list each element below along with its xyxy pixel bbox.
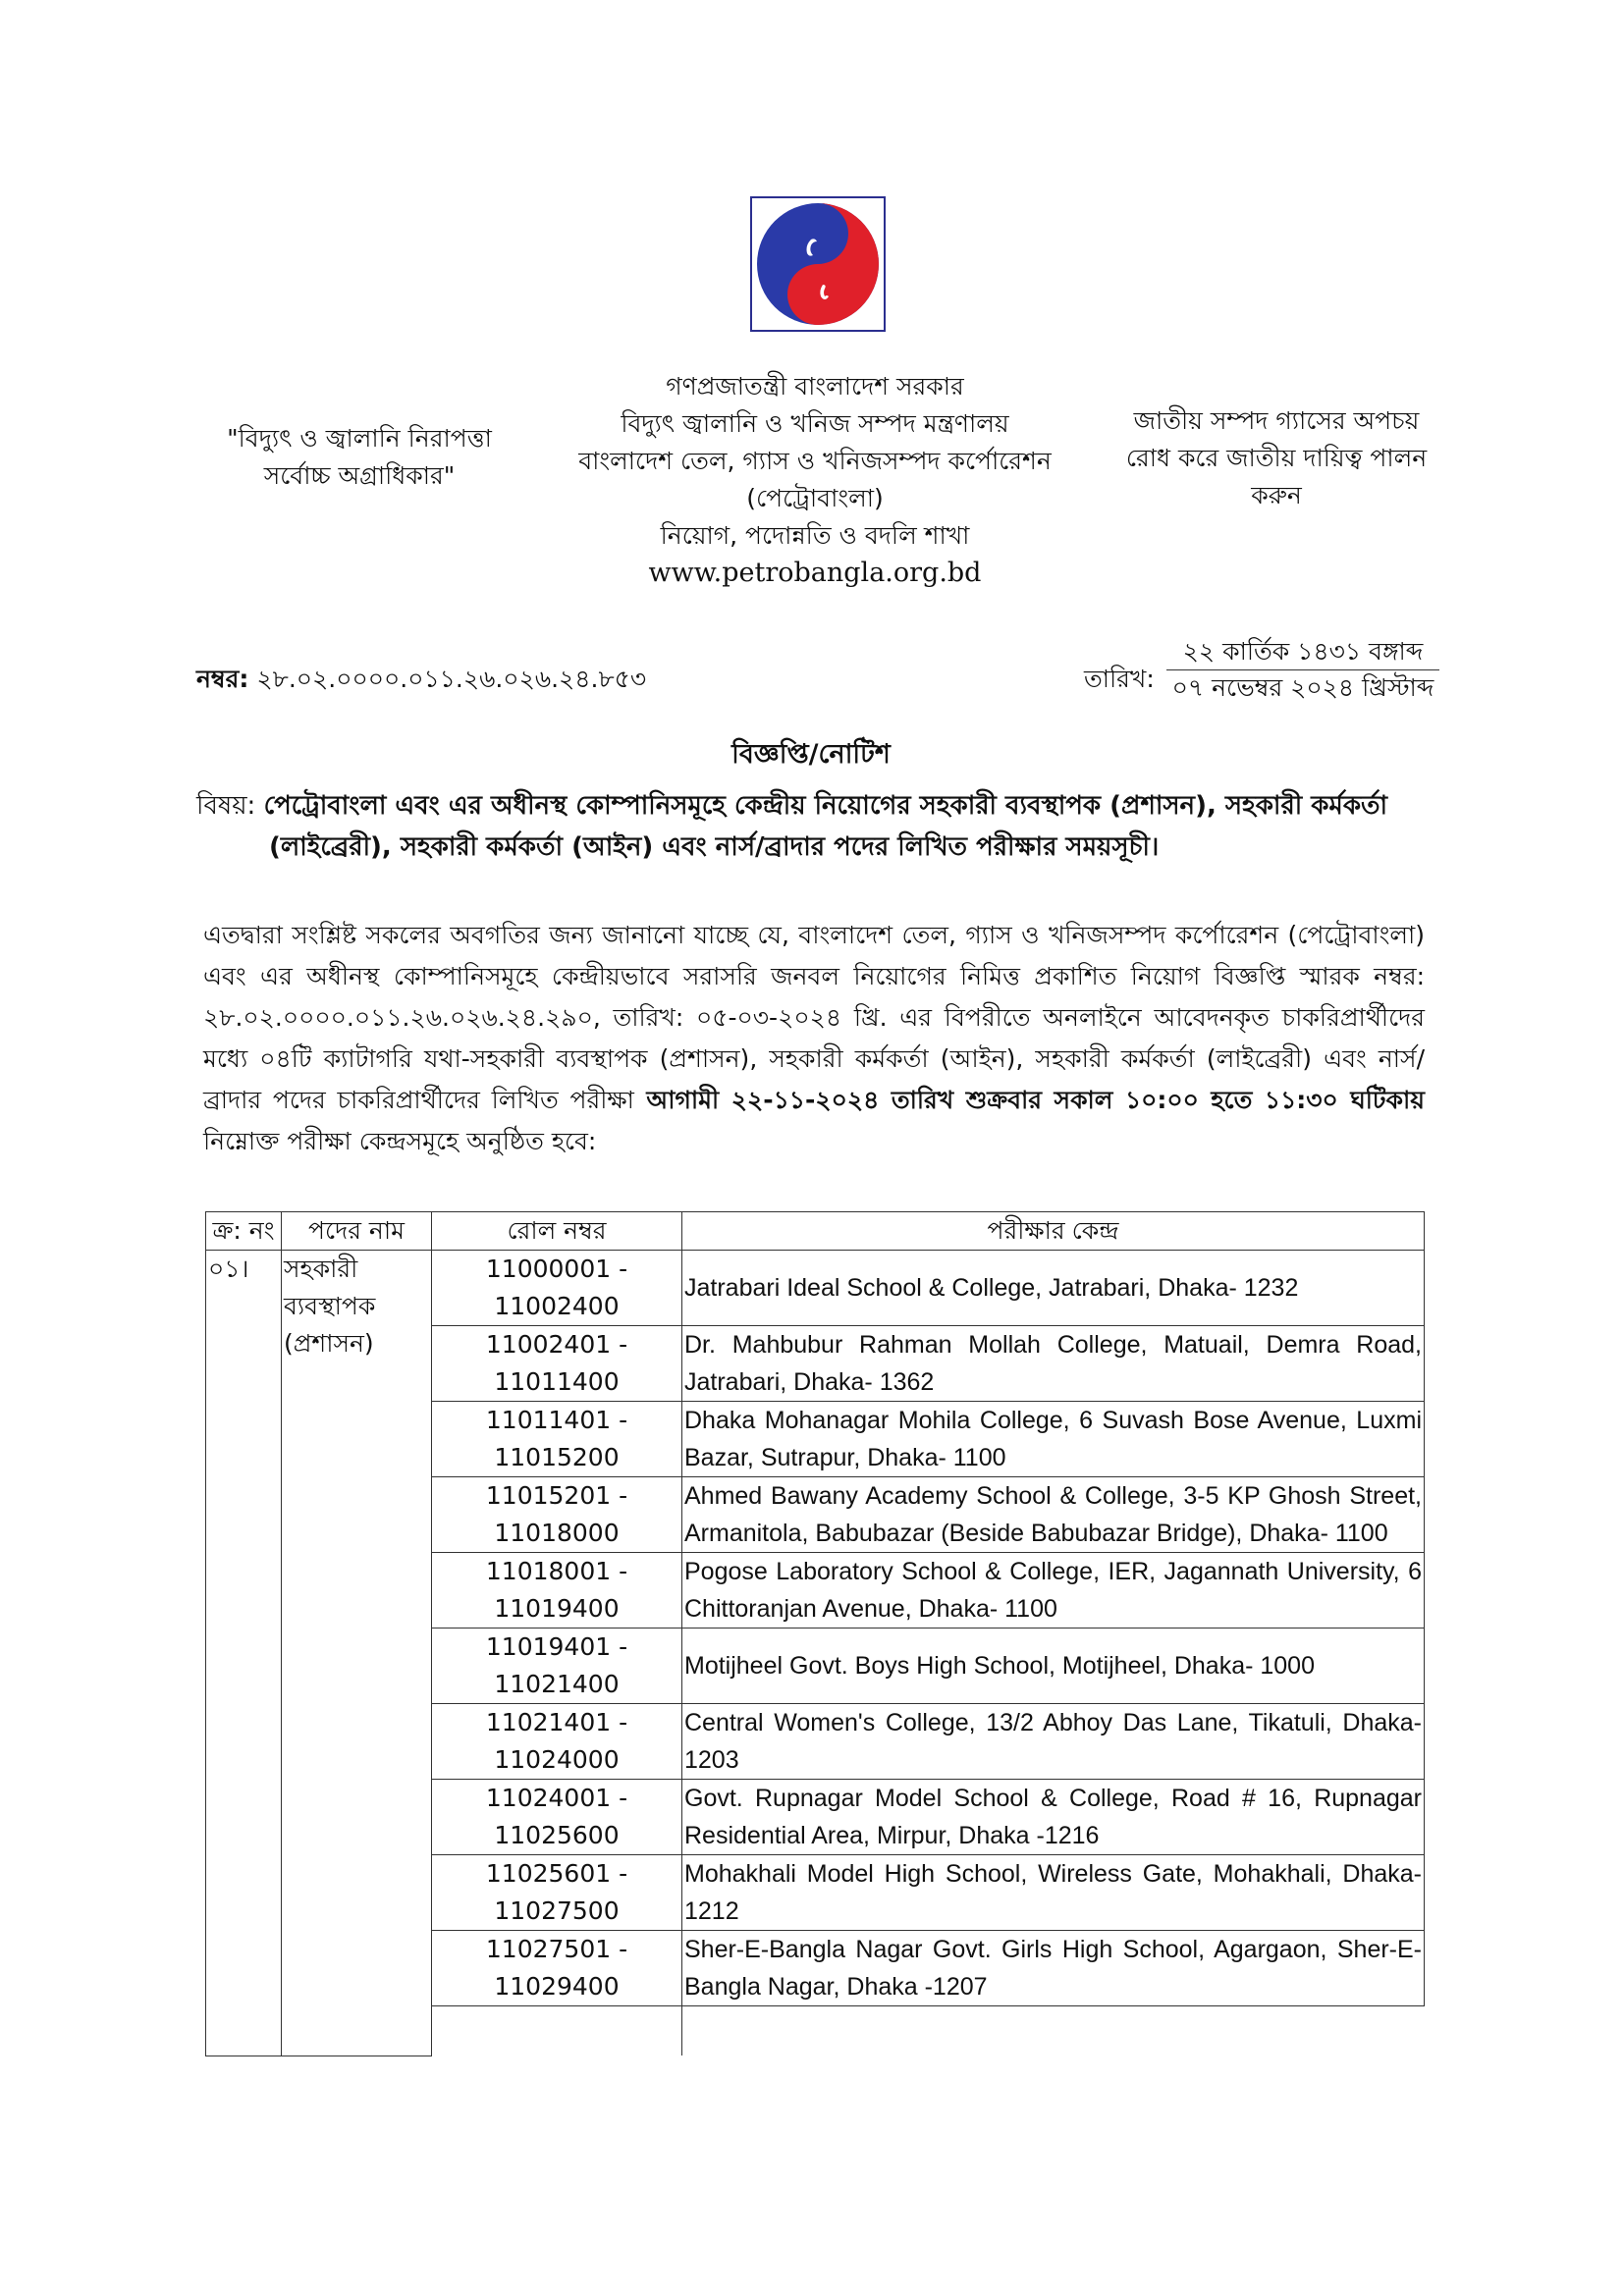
roll-from: 11024001 -: [485, 1784, 628, 1812]
roll-cell: [432, 1704, 682, 1780]
subject-line-1: পেট্রোবাংলা এবং এর অধীনস্থ কোম্পানিসমূহে কেন্দ্রীয় নিয়োগের সহকারী ব্যবস্থাপক (প্রশাসন), সহকারী কর্মকর্তা: [263, 791, 1388, 821]
exam-centre-table: [205, 1211, 1425, 2056]
slogan-left-line: "বিদ্যুৎ ও জ্বালানি নিরাপত্তা: [227, 424, 492, 453]
memo-number-label: নম্বর:: [196, 665, 249, 693]
government-name: গণপ্রজাতন্ত্রী বাংলাদেশ সরকার: [666, 372, 964, 400]
subject: [196, 785, 1434, 868]
centre-cell: Motijheel Govt. Boys High School, Motijheel, Dhaka- 1000: [682, 1629, 1425, 1704]
subject-label: বিষয়:: [196, 791, 256, 821]
header-serial: ক্র: নং: [206, 1212, 282, 1251]
header-centre: পরীক্ষার কেন্দ্র: [682, 1212, 1425, 1251]
notice-heading: বিজ্ঞপ্তি/নোটিশ: [731, 739, 891, 770]
roll-to: 11018000: [494, 1519, 620, 1547]
website-link[interactable]: www.petrobangla.org.bd: [648, 558, 982, 588]
roll-cell: [432, 1326, 682, 1402]
header-post: পদের নাম: [282, 1212, 432, 1251]
date-block: [1166, 634, 1439, 706]
slogan-left: [192, 420, 526, 495]
header-roll: রোল নম্বর: [432, 1212, 682, 1251]
roll-to: 11027500: [494, 1896, 620, 1925]
centre-cell-empty: [682, 2006, 1425, 2056]
roll-from: 11019401 -: [485, 1632, 628, 1661]
roll-cell: [432, 1477, 682, 1553]
notice-body-text: এতদ্বারা সংশ্লিষ্ট সকলের অবগতির জন্য জানানো যাচ্ছে যে, বাংলাদেশ তেল, গ্যাস ও খনিজসম্পদ কর্পোরেশন (পেট্রোবাংলা) এবং এর অধীনস্থ কোম্পানিসমূহে কেন্দ্রীয়ভাবে সরাসরি জনবল নিয়োগের নিমিত্ত প্রকাশিত নিয়োগ বিজ্ঞপ্তি স্মারক নম্বর: ২৮.০২.০০০০.০১১.২৬.০২৬.২৪.২৯০, তারিখ: ০৫-০৩-২০২৪ খ্রি. এর বিপরীতে অনলাইনে আবেদনকৃত চাকরিপ্রার্থীদের মধ্যে ০৪টি ক্যাটাগরি যথা-সহকারী ব্যবস্থাপক (প্রশাসন), সহকারী কর্মকর্তা (আইন), সহকারী কর্মকর্তা (লাইব্রেরী) এবং নার্স/ব্রাদার পদের চাকরিপ্রার্থীদের লিখিত পরীক্ষা: [203, 921, 1425, 1114]
memo-number-value: ২৮.০২.০০০০.০১১.২৬.০২৬.২৪.৮৫৩: [256, 665, 647, 693]
slogan-right: [1109, 402, 1443, 514]
logo-emblem-icon: [752, 198, 884, 330]
date-label: তারিখ:: [1084, 665, 1155, 693]
notice-body: [203, 915, 1425, 1162]
roll-from: 11002401 -: [485, 1330, 628, 1359]
slogan-right-line: রোধ করে জাতীয় দায়িত্ব পালন: [1125, 444, 1428, 472]
centre-cell: Dr. Mahbubur Rahman Mollah College, Matuail, Demra Road, Jatrabari, Dhaka- 1362: [682, 1326, 1425, 1402]
roll-from: 11011401 -: [485, 1406, 628, 1434]
exam-datetime: আগামী ২২-১১-২০২৪ তারিখ শুক্রবার সকাল ১০:০০ হতে ১১:৩০ ঘটিকায়: [633, 1086, 1425, 1114]
centre-cell: Dhaka Mohanagar Mohila College, 6 Suvash Bose Avenue, Luxmi Bazar, Sutrapur, Dhaka- 1100: [682, 1402, 1425, 1477]
memo-number: [196, 660, 646, 702]
post-cell: [282, 1251, 432, 2056]
roll-cell: [432, 1855, 682, 1931]
roll-from: 11021401 -: [485, 1708, 628, 1736]
office-header: [550, 368, 1080, 592]
roll-from: 11018001 -: [485, 1557, 628, 1585]
petrobangla-logo: [750, 196, 886, 332]
roll-to: 11029400: [494, 1972, 620, 2001]
centre-cell: Sher-E-Bangla Nagar Govt. Girls High School, Agargaon, Sher-E-Bangla Nagar, Dhaka -1207: [682, 1931, 1425, 2006]
roll-from: 11000001 -: [485, 1255, 628, 1283]
post-line: সহকারী: [284, 1255, 358, 1283]
roll-to: 11025600: [494, 1821, 620, 1849]
roll-cell: [432, 1931, 682, 2006]
centre-cell: Pogose Laboratory School & College, IER, Jagannath University, 6 Chittoranjan Avenue, Dhaka- 1100: [682, 1553, 1425, 1629]
roll-to: 11015200: [494, 1443, 620, 1471]
roll-from: 11025601 -: [485, 1859, 628, 1888]
post-line: (প্রশাসন): [284, 1329, 374, 1358]
notice-body-text-end: নিম্নোক্ত পরীক্ষা কেন্দ্রসমূহে অনুষ্ঠিত হবে:: [203, 1127, 597, 1155]
table-header-row: [206, 1212, 1425, 1251]
slogan-right-line: জাতীয় সম্পদ গ্যাসের অপচয়: [1133, 406, 1420, 435]
corporation-name: বাংলাদেশ তেল, গ্যাস ও খনিজসম্পদ কর্পোরেশন: [578, 447, 1052, 475]
centre-cell: Central Women's College, 13/2 Abhoy Das Lane, Tikatuli, Dhaka-1203: [682, 1704, 1425, 1780]
subject-line-2: (লাইব্রেরী), সহকারী কর্মকর্তা (আইন) এবং নার্স/ব্রাদার পদের লিখিত পরীক্ষার সময়সূচী।: [269, 832, 1160, 862]
date-bangla: ২২ কার্তিক ১৪৩১ বঙ্গাব্দ: [1182, 637, 1424, 666]
roll-cell: [432, 1780, 682, 1855]
roll-from: 11015201 -: [485, 1481, 628, 1510]
roll-cell: [432, 1553, 682, 1629]
roll-cell-empty: [432, 2006, 682, 2056]
roll-to: 11021400: [494, 1670, 620, 1698]
post-line: ব্যবস্থাপক: [284, 1292, 376, 1320]
roll-cell: [432, 1629, 682, 1704]
centre-cell: Mohakhali Model High School, Wireless Gate, Mohakhali, Dhaka- 1212: [682, 1855, 1425, 1931]
roll-to: 11024000: [494, 1745, 620, 1774]
date-gregorian: ০৭ নভেম্বর ২০২৪ খ্রিস্টাব্দ: [1166, 669, 1439, 706]
roll-cell: [432, 1402, 682, 1477]
centre-cell: Jatrabari Ideal School & College, Jatrabari, Dhaka- 1232: [682, 1251, 1425, 1326]
roll-cell: [432, 1251, 682, 1326]
slogan-left-line: সর্বোচ্চ অগ্রাধিকার": [263, 461, 456, 490]
roll-to: 11011400: [494, 1367, 620, 1396]
roll-to: 11019400: [494, 1594, 620, 1623]
corporation-short-name: (পেট্রোবাংলা): [746, 484, 884, 512]
serial-cell: ০১।: [206, 1251, 282, 2056]
centre-cell: Govt. Rupnagar Model School & College, Road # 16, Rupnagar Residential Area, Mirpur, Dhaka -1216: [682, 1780, 1425, 1855]
centre-cell: Ahmed Bawany Academy School & College, 3-5 KP Ghosh Street, Armanitola, Babubazar (Beside Babubazar Bridge), Dhaka- 1100: [682, 1477, 1425, 1553]
branch-name: নিয়োগ, পদোন্নতি ও বদলি শাখা: [660, 521, 970, 550]
ministry-name: বিদ্যুৎ জ্বালানি ও খনিজ সম্পদ মন্ত্রণালয়: [621, 409, 1009, 438]
roll-from: 11027501 -: [485, 1935, 628, 1963]
roll-to: 11002400: [494, 1292, 620, 1320]
table-row: [206, 1251, 1425, 1326]
slogan-right-line: করুন: [1251, 481, 1302, 509]
